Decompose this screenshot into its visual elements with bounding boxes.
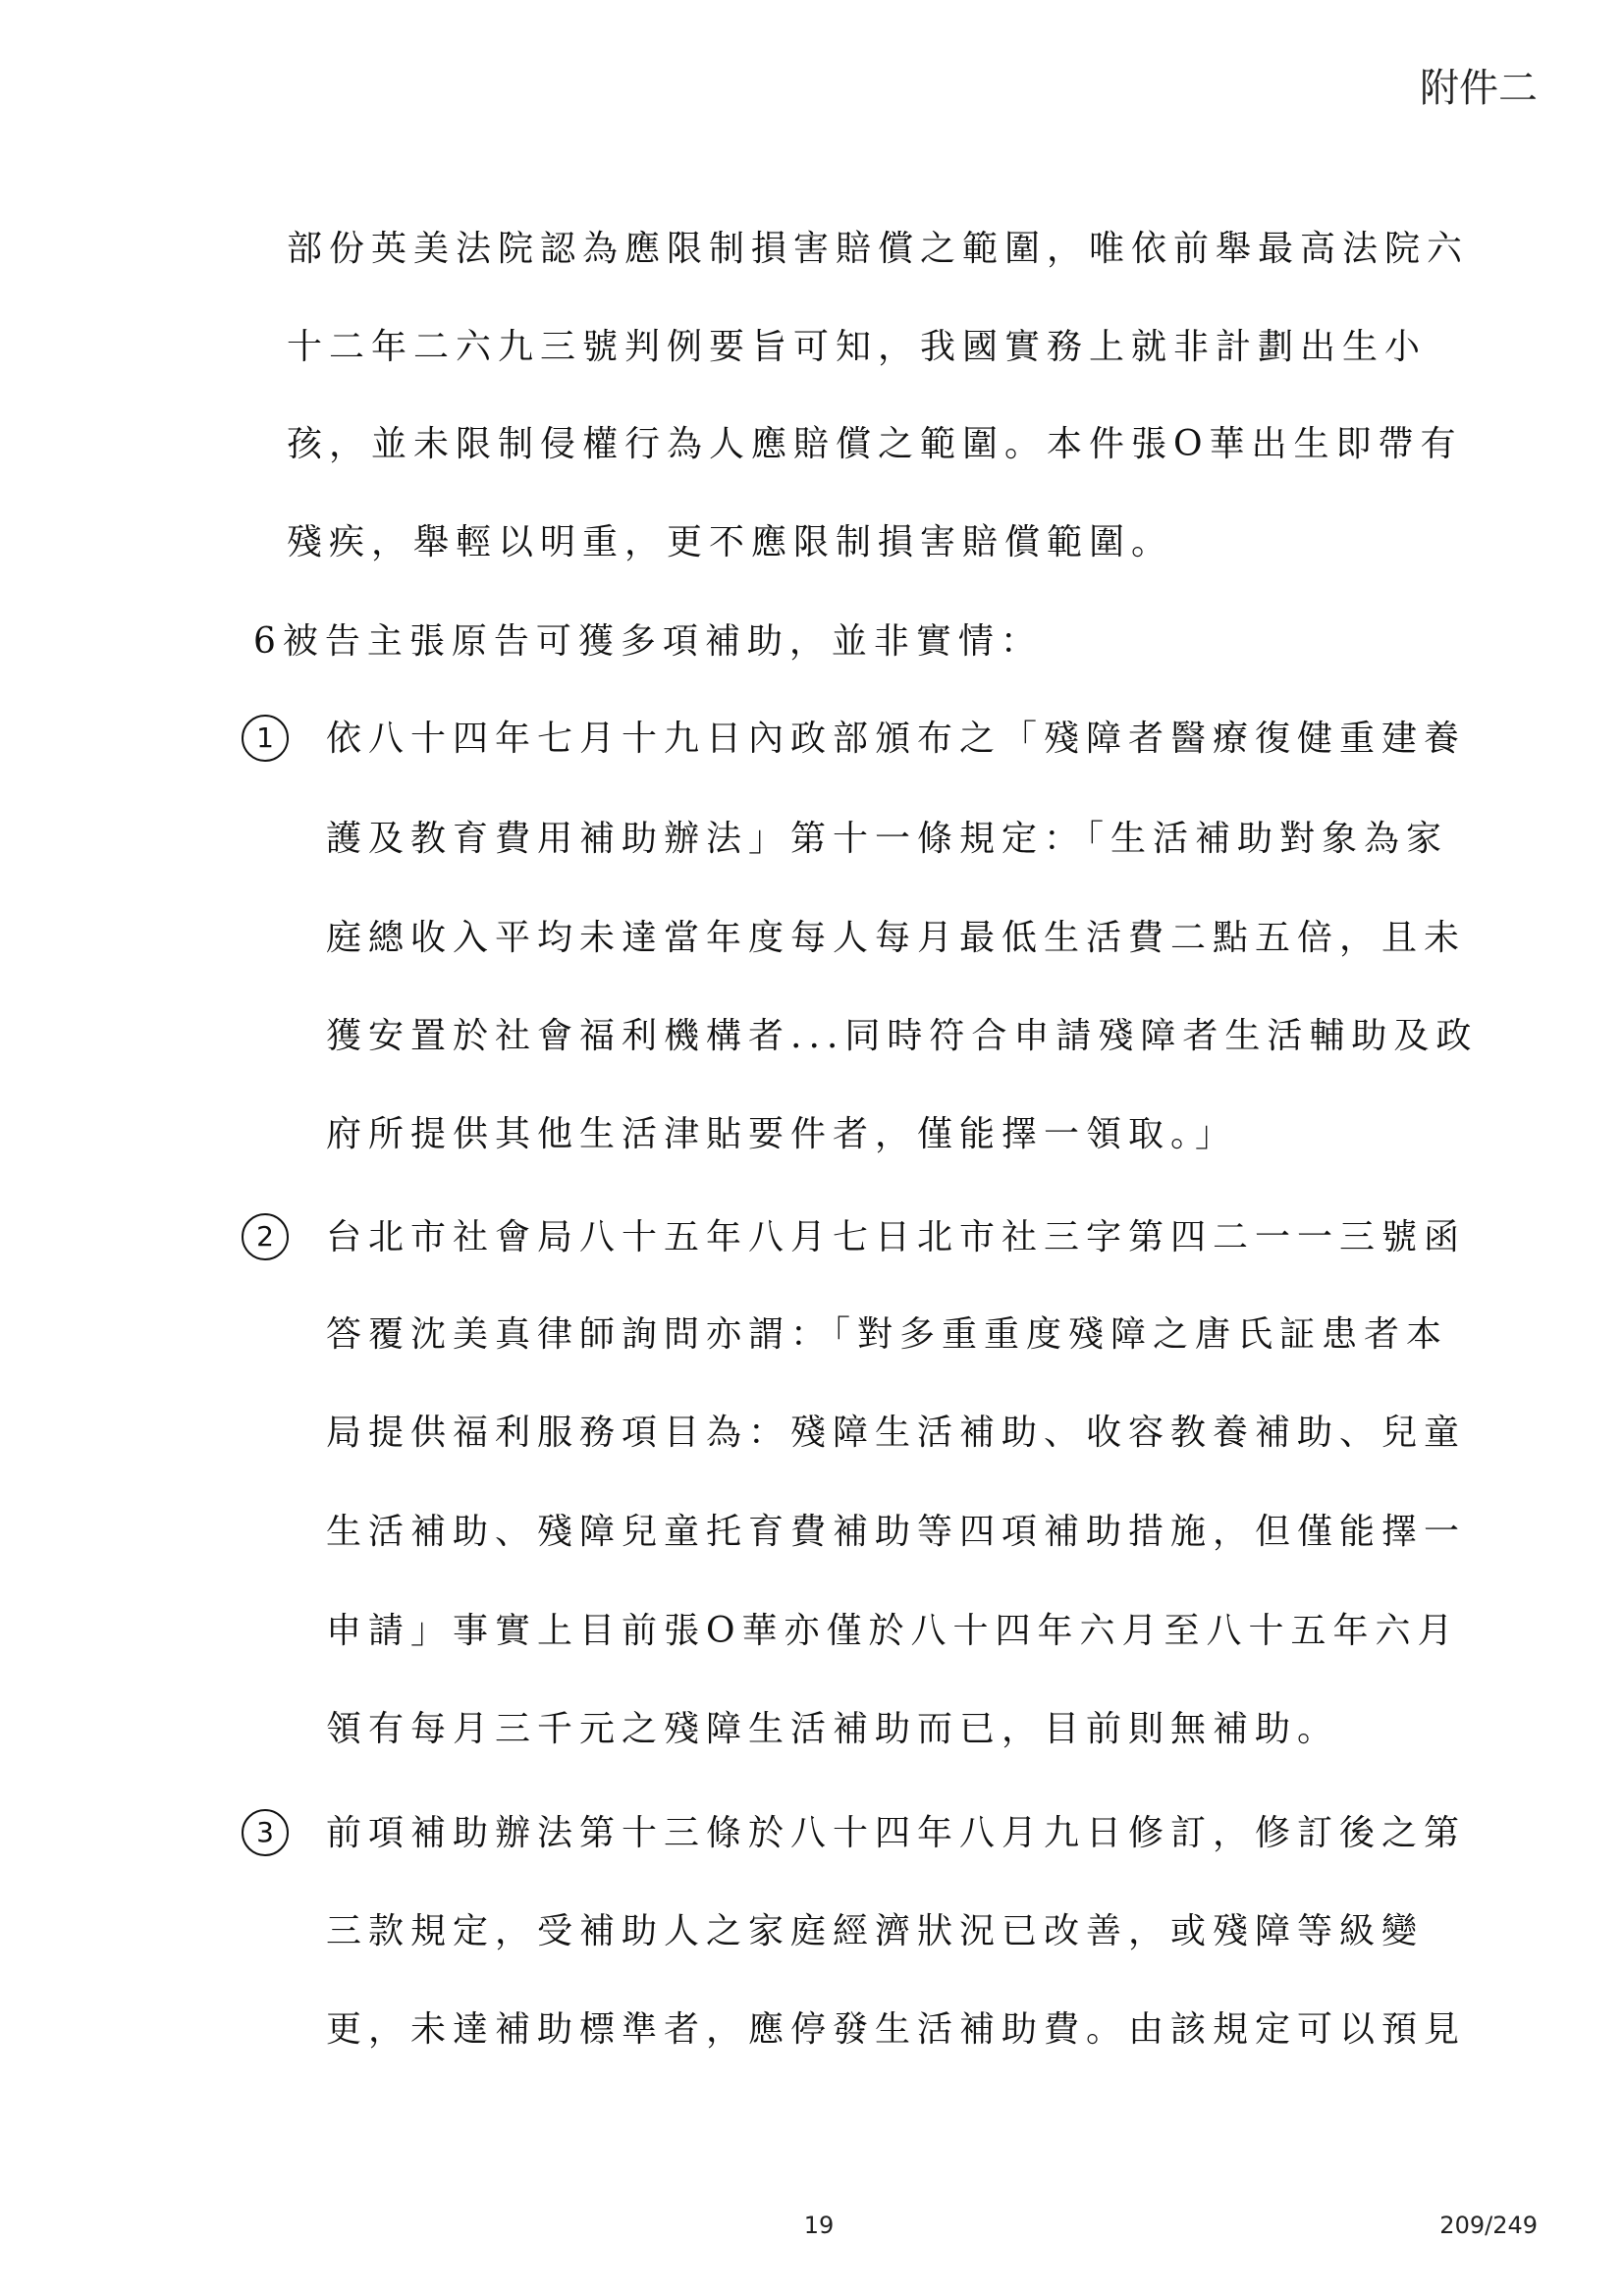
item-2-line: 領有每月三千元之殘障生活補助而已，目前則無補助。 <box>326 1709 1340 1749</box>
page-total: 209/249 <box>1439 2212 1538 2239</box>
paragraph-line: 孩，並未限制侵權行為人應賠償之範圍。本件張O華出生即帶有 <box>287 424 1463 464</box>
page-number: 19 <box>803 2212 835 2239</box>
item-number-1: 1 <box>242 715 289 762</box>
item-3-line: 更，未達補助標準者，應停發生活補助費。由該規定可以預見 <box>326 2009 1467 2050</box>
item-2-line: 生活補助、殘障兒童托育費補助等四項補助措施，但僅能擇一 <box>326 1512 1467 1552</box>
paragraph-line: 十二年二六九三號判例要旨可知，我國實務上就非計劃出生小 <box>287 327 1428 367</box>
section-heading: 6被告主張原告可獲多項補助，並非實情： <box>253 621 1043 662</box>
paragraph-line: 部份英美法院認為應限制損害賠償之範圍，唯依前舉最高法院六 <box>287 229 1470 269</box>
item-3-line: 三款規定，受補助人之家庭經濟狀況已改善，或殘障等級變 <box>326 1911 1425 1951</box>
item-3-line: 前項補助辦法第十三條於八十四年八月九日修訂，修訂後之第 <box>326 1813 1467 1853</box>
item-2-line: 台北市社會局八十五年八月七日北市社三字第四二一一三號函 <box>326 1217 1467 1257</box>
attachment-label: 附件二 <box>1420 66 1538 111</box>
paragraph-line: 殘疾，舉輕以明重，更不應限制損害賠償範圍。 <box>287 522 1174 562</box>
item-1-line: 庭總收入平均未達當年度每人每月最低生活費二點五倍，且未 <box>326 918 1467 958</box>
item-1-line: 護及教育費用補助辦法」第十一條規定：「生活補助對象為家 <box>326 819 1449 859</box>
item-2-line: 答覆沈美真律師詢問亦謂：「對多重重度殘障之唐氏証患者本 <box>326 1314 1449 1355</box>
item-1-line: 府所提供其他生活津貼要件者，僅能擇一領取。」 <box>326 1114 1238 1154</box>
item-number-3: 3 <box>242 1809 289 1856</box>
item-2-line: 申請」事實上目前張O華亦僅於八十四年六月至八十五年六月 <box>326 1611 1460 1651</box>
item-1-line: 依八十四年七月十九日內政部頒布之「殘障者醫療復健重建養 <box>326 719 1467 759</box>
item-number-2: 2 <box>242 1213 289 1260</box>
item-2-line: 局提供福利服務項目為：殘障生活補助、收容教養補助、兒童 <box>326 1413 1467 1453</box>
item-1-line: 獲安置於社會福利機構者...同時符合申請殘障者生活輔助及政 <box>326 1016 1479 1056</box>
